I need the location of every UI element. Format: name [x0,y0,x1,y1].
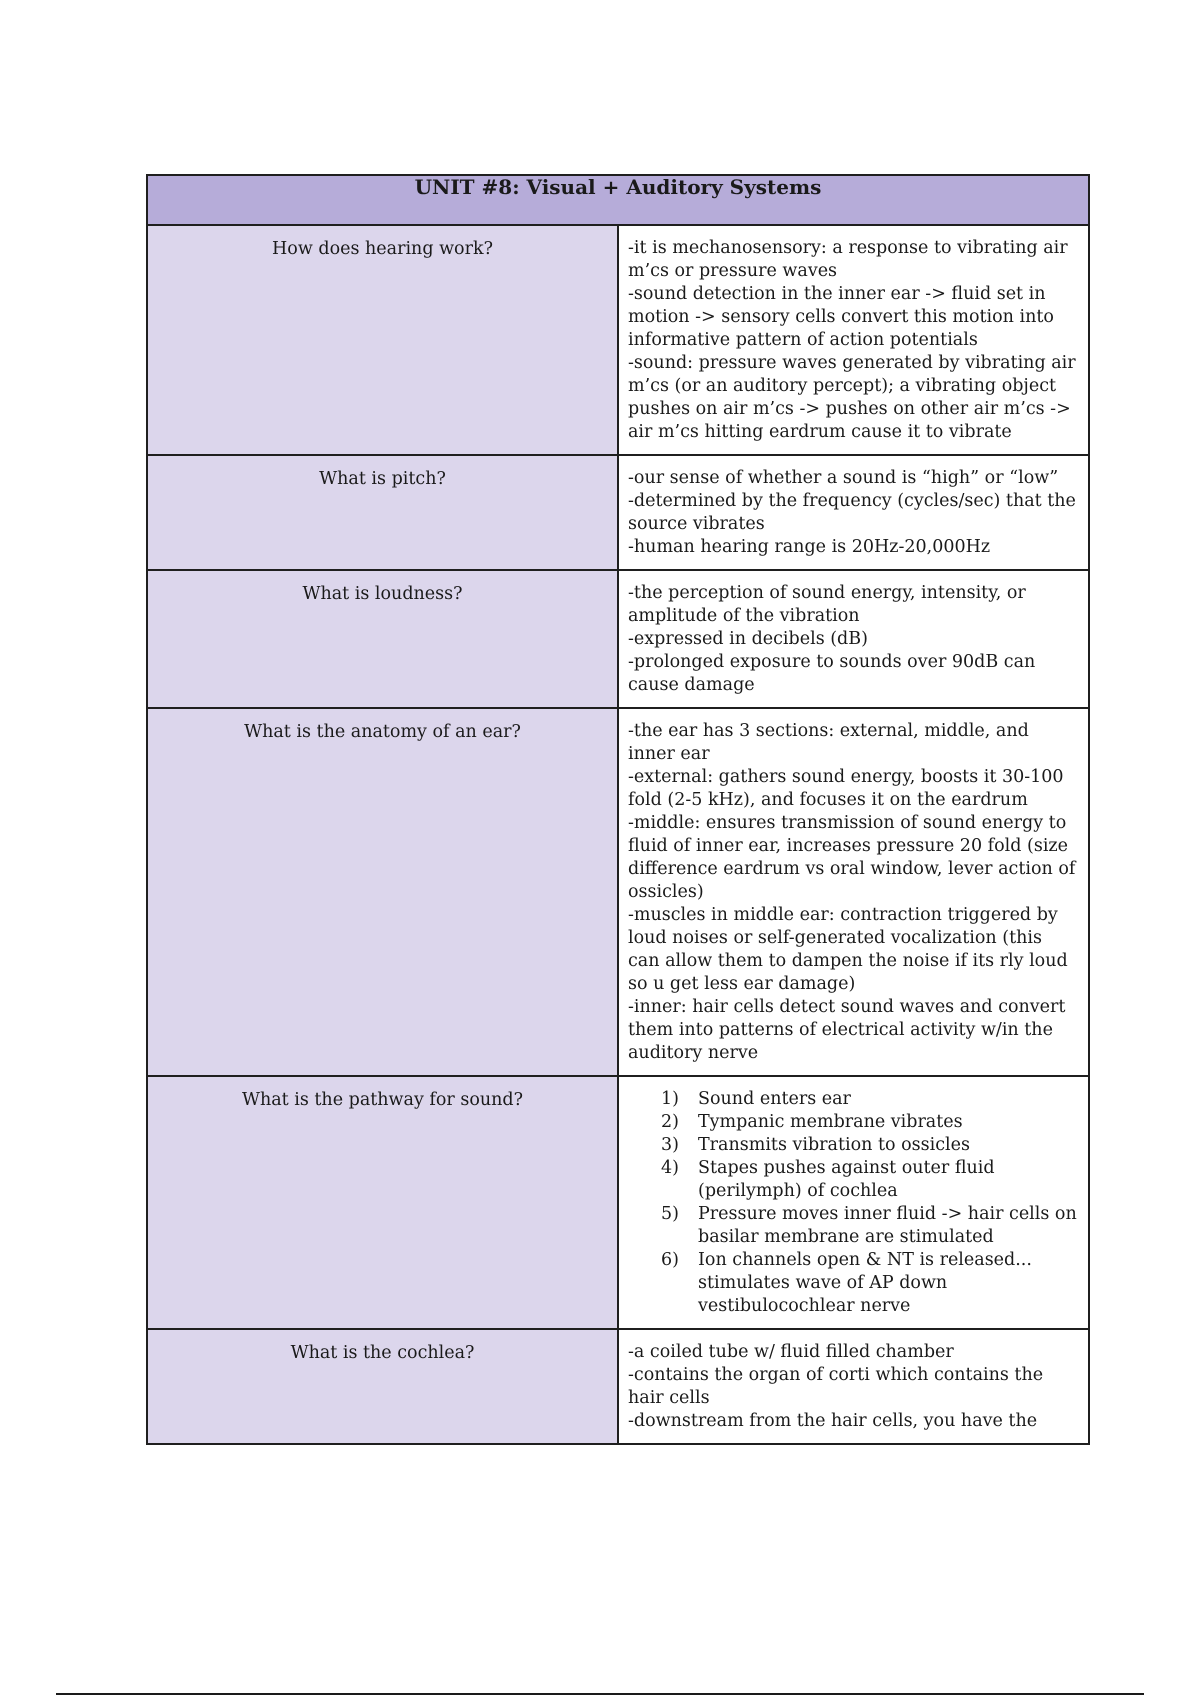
step-number: 4) [661,1158,679,1178]
answer-line: -contains the organ of corti which contains the hair cells [628,1365,1044,1408]
answer-cell [618,708,1089,1076]
page-footer-rule [56,1693,1144,1695]
notes-table [146,174,1090,1445]
table-row [147,708,1089,1076]
question-cell: What is the cochlea? [147,1329,618,1444]
question-cell: What is the anatomy of an ear? [147,708,618,1076]
answer-line: -human hearing range is 20Hz-20,000Hz [628,537,991,557]
table-row [147,225,1089,455]
answer-line: -muscles in middle ear: contraction triggered by loud noises or self-generated vocalization (this can allow them to dampen the noise if its rly loud so u get less ear damage) [628,905,1068,994]
answer-line: -middle: ensures transmission of sound energy to fluid of inner ear, increases pressure 20 fold (size difference eardrum vs oral window, lever action of ossicles) [628,813,1076,902]
table-row [147,455,1089,570]
step-number: 6) [661,1250,679,1270]
answer-cell [618,455,1089,570]
answer-line: -expressed in decibels (dB) [628,629,868,649]
question-cell: How does hearing work? [147,225,618,455]
step-text: Transmits vibration to ossicles [698,1135,970,1155]
list-item [661,1249,1078,1318]
answer-line: -the ear has 3 sections: external, middle, and inner ear [628,721,1029,764]
pathway-steps-list [628,1088,1078,1318]
step-number: 1) [661,1089,679,1109]
step-number: 2) [661,1112,679,1132]
answer-line: -prolonged exposure to sounds over 90dB can cause damage [628,652,1036,695]
list-item [661,1111,1078,1134]
answer-line: -determined by the frequency (cycles/sec) that the source vibrates [628,491,1076,534]
answer-cell [618,1076,1089,1329]
table-title: UNIT #8: Visual + Auditory Systems [147,175,1089,225]
list-item [661,1088,1078,1111]
table-row [147,1329,1089,1444]
table-row [147,570,1089,708]
step-number: 3) [661,1135,679,1155]
answer-line: -a coiled tube w/ fluid filled chamber [628,1342,954,1362]
answer-line: -downstream from the hair cells, you have the [628,1411,1038,1431]
answer-cell [618,1329,1089,1444]
title-row [147,175,1089,225]
step-text: Sound enters ear [698,1089,851,1109]
answer-line: -our sense of whether a sound is “high” or “low” [628,468,1059,488]
step-text: Ion channels open & NT is released... stimulates wave of AP down vestibulocochlear nerve [698,1250,1032,1316]
list-item [661,1157,1078,1203]
answer-line: -sound: pressure waves generated by vibrating air m’cs (or an auditory percept); a vibrating object pushes on air m’cs -> pushes on other air m’cs -> air m’cs hitting eardrum cause it to vibrate [628,353,1076,442]
question-cell: What is loudness? [147,570,618,708]
step-text: Stapes pushes against outer fluid (perilymph) of cochlea [698,1158,995,1201]
question-cell: What is the pathway for sound? [147,1076,618,1329]
step-number: 5) [661,1204,679,1224]
list-item [661,1134,1078,1157]
answer-line: -it is mechanosensory: a response to vibrating air m’cs or pressure waves [628,238,1068,281]
answer-cell [618,570,1089,708]
step-text: Pressure moves inner fluid -> hair cells on basilar membrane are stimulated [698,1204,1077,1247]
step-text: Tympanic membrane vibrates [698,1112,963,1132]
answer-line: -external: gathers sound energy, boosts it 30-100 fold (2-5 kHz), and focuses it on the eardrum [628,767,1064,810]
question-cell: What is pitch? [147,455,618,570]
answer-cell [618,225,1089,455]
answer-line: -inner: hair cells detect sound waves and convert them into patterns of electrical activity w/in the auditory nerve [628,997,1066,1063]
answer-line: -the perception of sound energy, intensity, or amplitude of the vibration [628,583,1026,626]
answer-line: -sound detection in the inner ear -> fluid set in motion -> sensory cells convert this motion into informative pattern of action potentials [628,284,1054,350]
list-item [661,1203,1078,1249]
table-row [147,1076,1089,1329]
